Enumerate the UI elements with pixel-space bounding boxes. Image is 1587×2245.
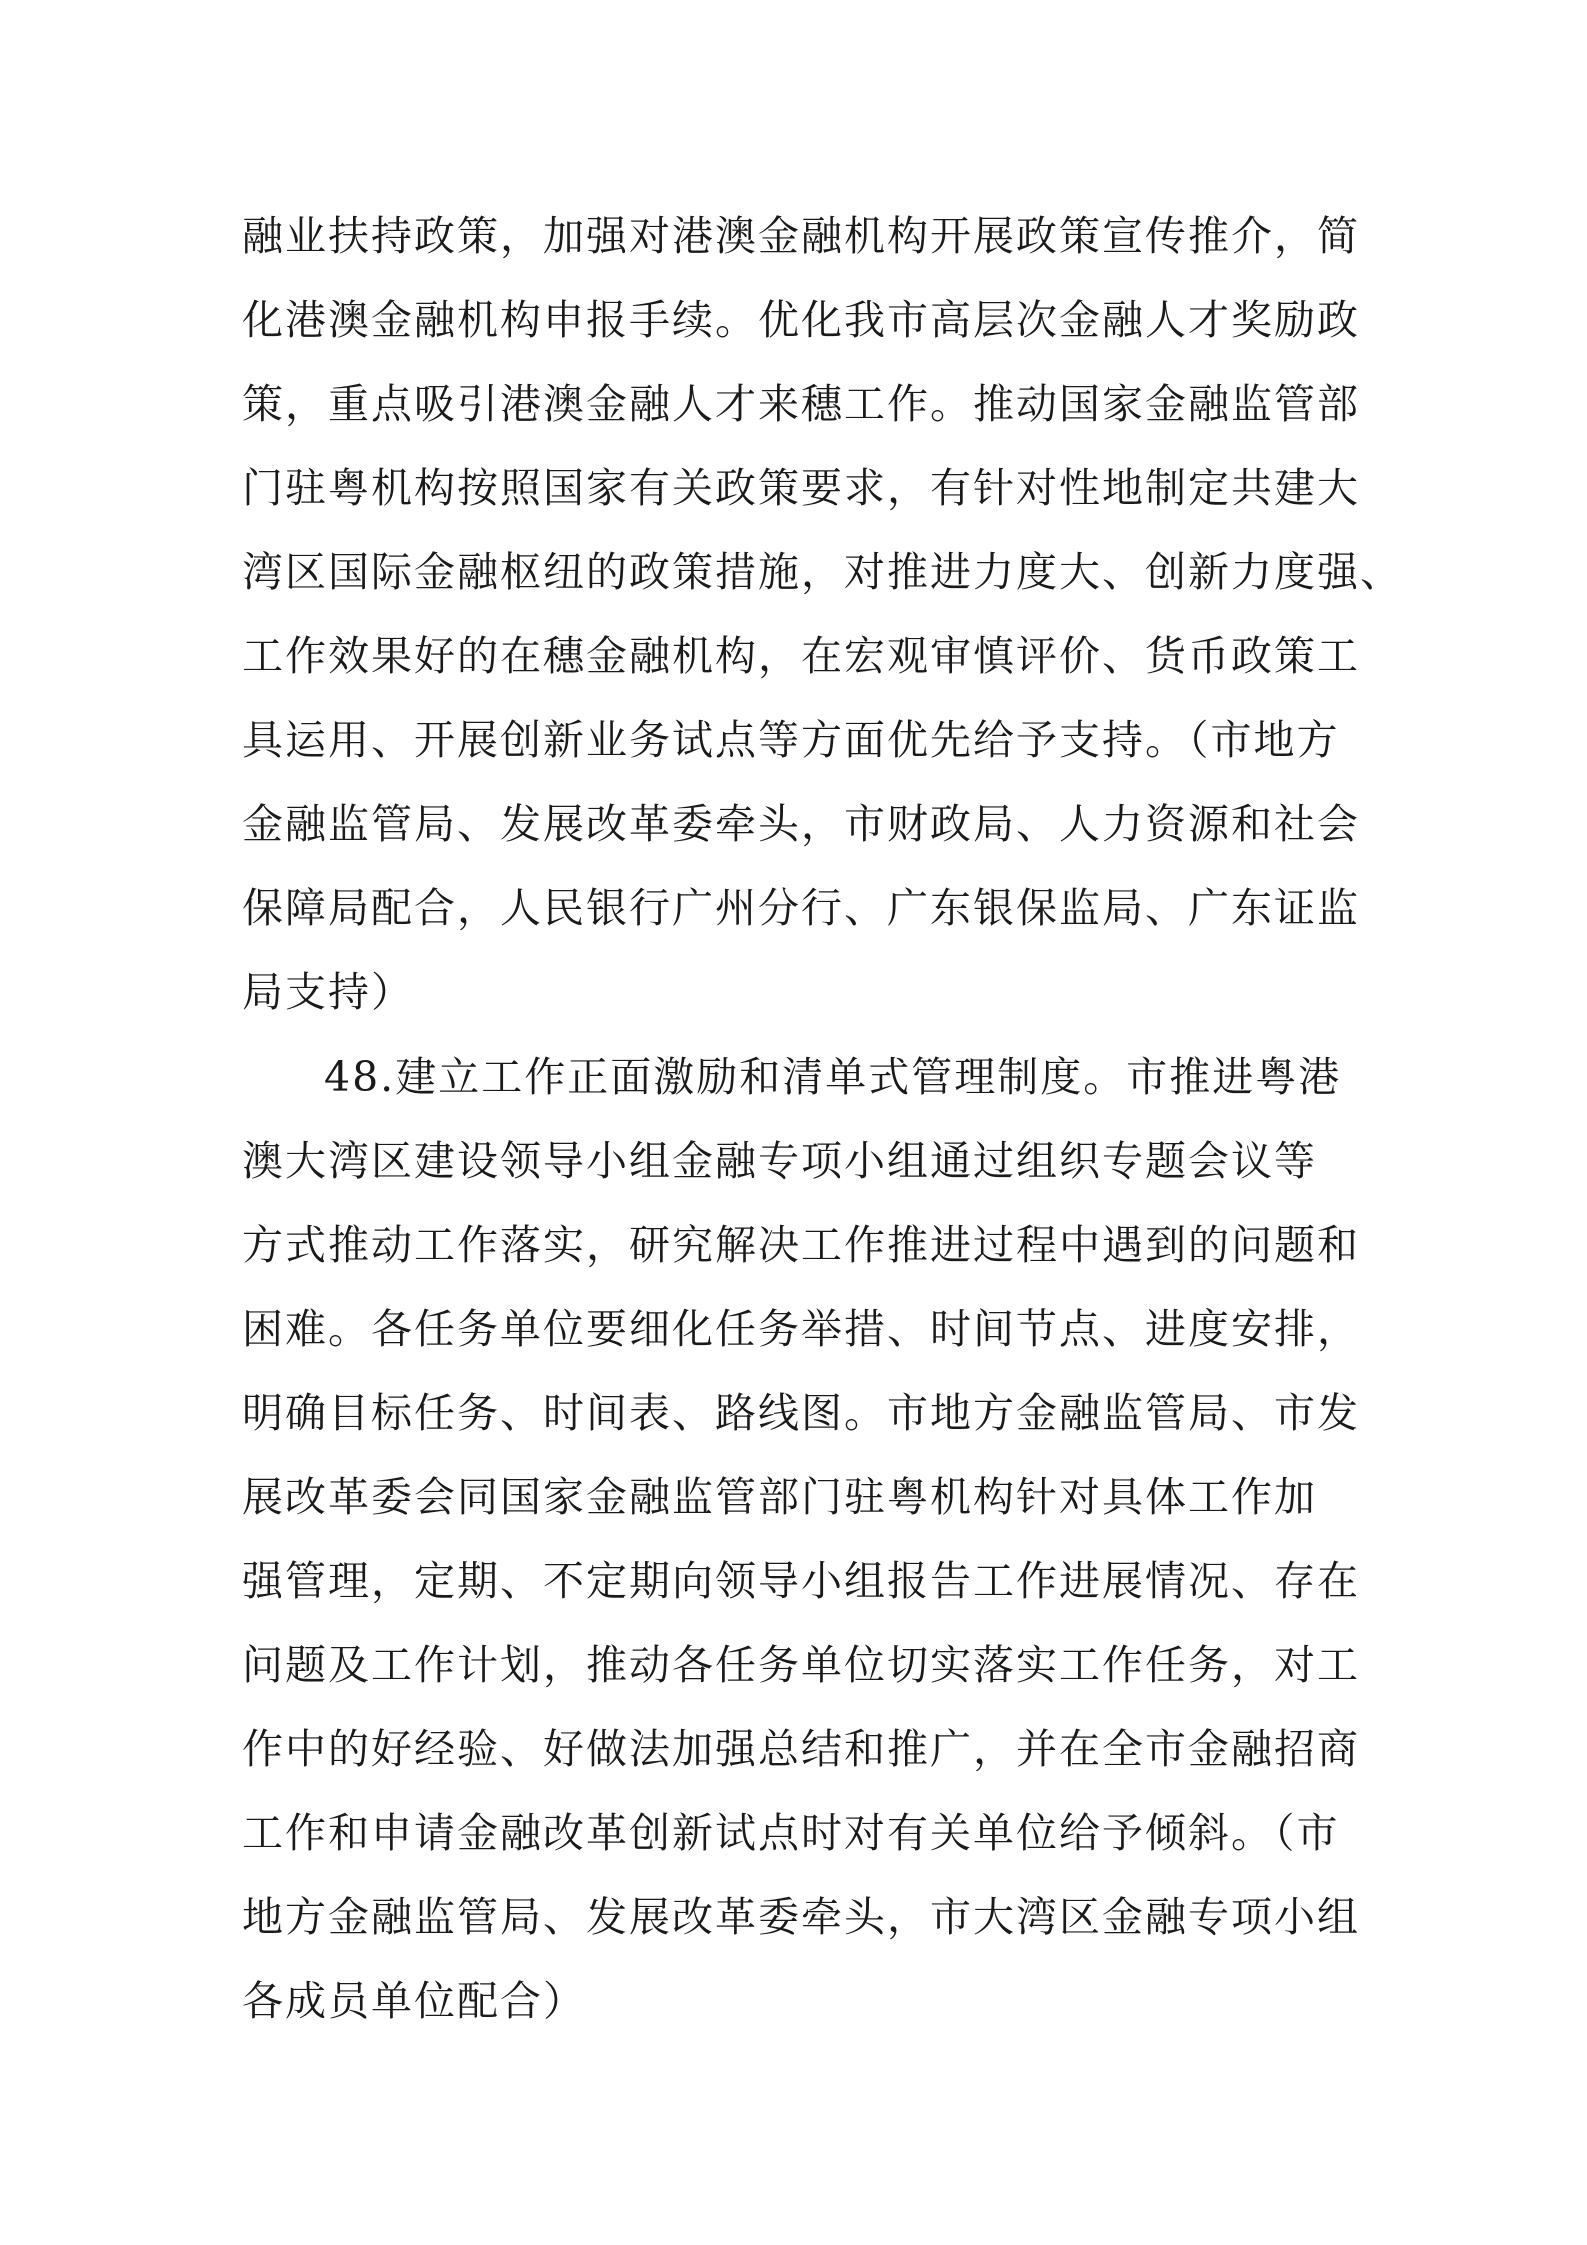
text-line: 局支持）: [242, 968, 414, 1016]
text-line: 作中的好经验、好做法加强总结和推广，并在全市金融招商: [242, 1725, 1360, 1773]
text-line: 方式推动工作落实，研究解决工作推进过程中遇到的问题和: [242, 1221, 1360, 1269]
text-line: 各成员单位配合）: [242, 1977, 586, 2025]
text-line: 化港澳金融机构申报手续。优化我市高层次金融人才奖励政: [242, 296, 1360, 344]
text-line: 策，重点吸引港澳金融人才来穗工作。推动国家金融监管部: [242, 380, 1360, 428]
text-line: 融业扶持政策，加强对港澳金融机构开展政策宣传推介，简: [242, 212, 1360, 260]
paragraph-policy-support: [242, 194, 1403, 1034]
text-line: 工作和申请金融改革创新试点时对有关单位给予倾斜。（市: [242, 1809, 1340, 1857]
text-line: 困难。各任务单位要细化任务举措、时间节点、进度安排，: [242, 1305, 1360, 1353]
text-line: 问题及工作计划，推动各任务单位切实落实工作任务，对工: [242, 1641, 1360, 1689]
text-line: 澳大湾区建设领导小组金融专项小组通过组织专题会议等: [242, 1137, 1317, 1185]
text-line: 地方金融监管局、发展改革委牵头，市大湾区金融专项小组: [242, 1893, 1360, 1941]
item-48-heading-line: 48.建立工作正面激励和清单式管理制度。市推进粤港: [324, 1053, 1342, 1101]
text-line: 门驻粤机构按照国家有关政策要求，有针对性地制定共建大: [242, 464, 1360, 512]
text-line: 明确目标任务、时间表、路线图。市地方金融监管局、市发: [242, 1389, 1360, 1437]
paragraph-item-48: [242, 1035, 1360, 2043]
text-line: 展改革委会同国家金融监管部门驻粤机构针对具体工作加: [242, 1473, 1317, 1521]
text-line: 工作效果好的在穗金融机构，在宏观审慎评价、货币政策工: [242, 632, 1360, 680]
text-line: 金融监管局、发展改革委牵头，市财政局、人力资源和社会: [242, 800, 1360, 848]
text-line: 强管理，定期、不定期向领导小组报告工作进展情况、存在: [242, 1557, 1360, 1605]
text-line: 保障局配合，人民银行广州分行、广东银保监局、广东证监: [242, 884, 1360, 932]
text-line: 湾区国际金融枢纽的政策措施，对推进力度大、创新力度强、: [242, 548, 1403, 596]
text-line: 具运用、开展创新业务试点等方面优先给予支持。（市地方: [242, 716, 1340, 764]
